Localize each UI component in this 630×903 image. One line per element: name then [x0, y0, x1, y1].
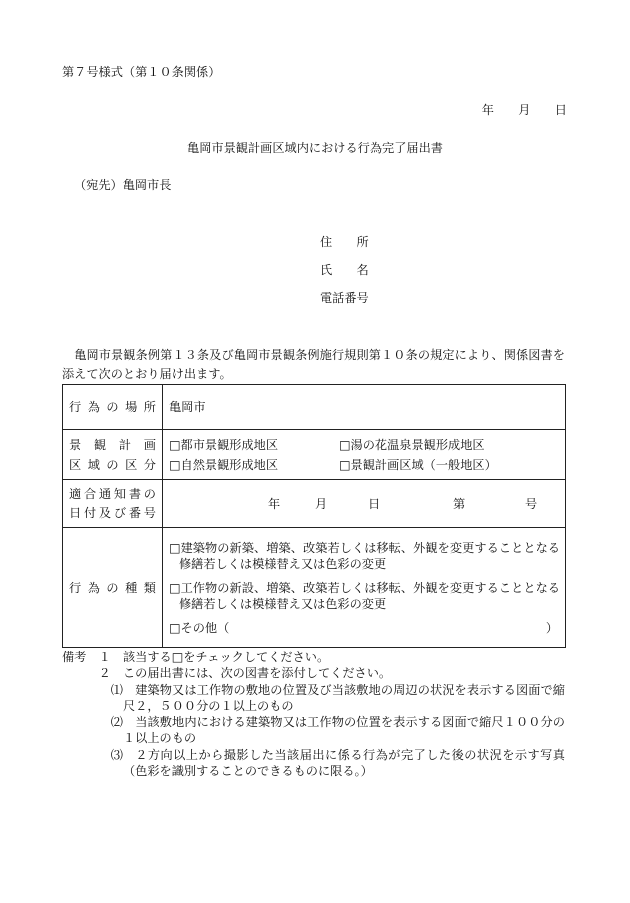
table-row-zone	[63, 430, 566, 480]
form-title: 亀岡市景観計画区域内における行為完了届出書	[187, 141, 443, 155]
notice-number-prefix: 第	[453, 496, 466, 511]
act-option-structure	[169, 580, 560, 612]
zone-option-urban: □都市景観形成地区	[169, 437, 279, 452]
note-text: 該当する□をチェックしてください。	[122, 650, 330, 664]
location-value-cell	[163, 385, 566, 430]
notice-label-line: 日付及び番号	[69, 505, 156, 520]
attachment-text: 建築物又は工作物の敷地の位置及び当該敷地の周辺の状況を表示する図面で縮	[135, 682, 565, 697]
notes-heading: 備考	[62, 650, 87, 664]
zone-option-general: □景観計画区域（一般地区）	[339, 457, 497, 472]
attachment-number: ⑴	[110, 682, 123, 697]
act-option-building	[169, 540, 560, 572]
notice-label-line: 適合通知書の	[69, 486, 156, 501]
notice-value-cell	[163, 480, 566, 528]
zone-label-cell	[63, 430, 163, 480]
location-value: 亀岡市	[169, 400, 206, 414]
zone-options	[163, 435, 565, 475]
note-item	[62, 665, 565, 681]
address-label: 住 所	[320, 235, 369, 249]
act-other-prefix: □その他（	[169, 620, 230, 635]
statement	[62, 346, 565, 384]
attachment-text: ２方向以上から撮影した当該届出に係る行為が完了した後の状況を示す写真	[135, 747, 565, 762]
act-option-line: □建築物の新築、増築、改築若しくは移転、外観を変更することとなる	[169, 540, 560, 555]
note-text: この届出書には、次の図書を添付してください。	[122, 666, 392, 681]
notice-day-label: 日	[368, 496, 381, 511]
statement-line: 添えて次のとおり届け出ます。	[62, 367, 232, 381]
phone-label: 電話番号	[320, 291, 369, 305]
zone-label-line: 区域の区分	[69, 457, 156, 472]
note-item	[62, 649, 565, 665]
table-row-act-type	[63, 528, 566, 648]
name-label: 氏 名	[320, 263, 369, 277]
zone-option-yunohana: □湯の花温泉景観形成地区	[339, 437, 485, 452]
notice-date-number	[163, 496, 565, 512]
attachment-text: 当該敷地内における建築物又は工作物の位置を表示する図面で縮尺１００分の	[135, 715, 565, 730]
notes	[62, 649, 565, 779]
table-row-location	[63, 385, 566, 430]
zone-option-natural: □自然景観形成地区	[169, 457, 279, 472]
act-other-suffix: ）	[545, 620, 558, 635]
notice-month-label: 月	[315, 496, 328, 511]
form-number: 第７号様式（第１０条関係）	[62, 65, 221, 79]
attachment-number: ⑶	[110, 747, 123, 762]
zone-value-cell	[163, 430, 566, 480]
zone-label-line: 景観計画	[69, 437, 156, 452]
attachment-number: ⑵	[110, 715, 123, 730]
note-number: ２	[98, 666, 111, 681]
act-type-options	[163, 540, 565, 636]
attachment-item	[62, 682, 565, 698]
addressee: （宛先）亀岡市長	[74, 178, 172, 192]
attachment-item	[62, 714, 565, 730]
act-option-line: □工作物の新設、増築、改築若しくは移転、外観を変更することとなる	[169, 580, 560, 595]
note-number: １	[98, 650, 111, 664]
form-table	[62, 384, 566, 648]
act-option-line: 修繕若しくは模様替え又は色彩の変更	[179, 556, 387, 571]
table-row-notice	[63, 480, 566, 528]
act-option-other	[169, 620, 560, 636]
applicant-block	[320, 228, 369, 312]
notice-label-cell	[63, 480, 163, 528]
act-type-label: 行為の種類	[69, 580, 156, 595]
location-label: 行為の場所	[69, 400, 156, 414]
act-option-line: 修繕若しくは模様替え又は色彩の変更	[179, 596, 387, 611]
act-type-value-cell	[163, 528, 566, 648]
notice-year-label: 年	[268, 496, 281, 511]
statement-line: 亀岡市景観条例第１３条及び亀岡市景観条例施行規則第１０条の規定により、関係図書を	[74, 348, 565, 362]
location-label-cell	[63, 385, 163, 430]
act-type-label-cell	[63, 528, 163, 648]
notice-number-suffix: 号	[525, 496, 538, 511]
attachment-text-continued: 尺２，５００分の１以上のもの	[123, 698, 294, 713]
date-line: 年 月 日	[481, 103, 567, 117]
attachment-text-continued: １以上のもの	[123, 731, 197, 746]
attachment-item	[62, 747, 565, 763]
attachment-text-continued: （色彩を識別することのできるものに限る。）	[123, 764, 373, 779]
